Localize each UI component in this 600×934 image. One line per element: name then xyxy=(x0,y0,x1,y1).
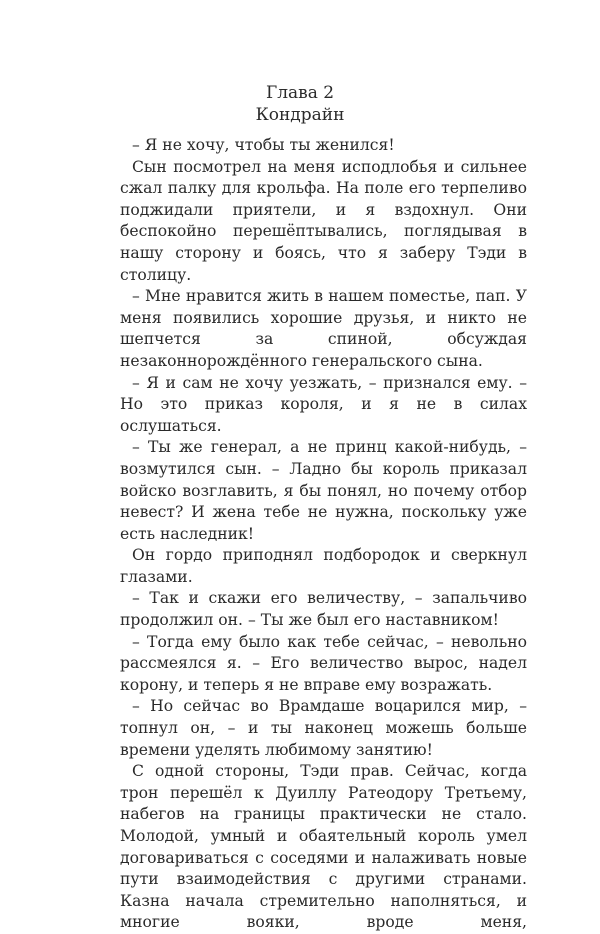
paragraph: – Тогда ему было как тебе сейчас, – невольно рассмеялся я. – Его величество вырос, надел корону, и теперь я не вправе ему возражать. xyxy=(120,632,527,694)
paragraph: Он гордо приподнял подбородок и сверкнул глазами. xyxy=(120,546,527,586)
paragraph: – Я не хочу, чтобы ты женился! xyxy=(132,136,395,154)
paragraph: – Я и сам не хочу уезжать, – признался ему. – Но это приказ короля, и я не в силах ослушаться. xyxy=(120,373,527,435)
chapter-title: Кондрайн xyxy=(255,105,345,125)
paragraph: – Так и скажи его величеству, – запальчиво продолжил он. – Ты же был его наставником! xyxy=(120,589,527,630)
paragraph: С одной стороны, Тэди прав. Сейчас, когда трон перешёл к Дуиллу Ратеодору Третьему, набегов на границы практически не стало. Молодой, умный и обаятельный король умел договариваться с соседями и налаживать новые пути взаимодействия с другими странами. Казна начала стремительно наполняться, и многие вояки, вроде меня, xyxy=(120,762,527,932)
chapter-heading xyxy=(0,82,600,126)
chapter-number: Глава 2 xyxy=(265,83,335,103)
paragraph: – Ты же генерал, а не принц какой-нибудь, – возмутился сын. – Ладно бы король приказал войско возглавить, я бы понял, но почему отбор невест? И жена тебе не нужна, поскольку уже есть наследник! xyxy=(120,438,527,543)
paragraph: – Но сейчас во Врамдаше воцарился мир, – топнул он, – и ты наконец можешь больше времени уделять любимому занятию! xyxy=(120,697,527,759)
chapter-body xyxy=(120,135,527,934)
paragraph: Сын посмотрел на меня исподлобья и сильнее сжал палку для крольфа. На поле его терпеливо поджидали приятели, и я вздохнул. Они беспокойно перешёптывались, поглядывая в нашу сторону и боясь, что я заберу Тэди в столицу. xyxy=(120,157,527,284)
paragraph: – Мне нравится жить в нашем поместье, пап. У меня появились хорошие друзья, и никто не шепчется за спиной, обсуждая незаконнорождённого генеральского сына. xyxy=(120,287,527,370)
